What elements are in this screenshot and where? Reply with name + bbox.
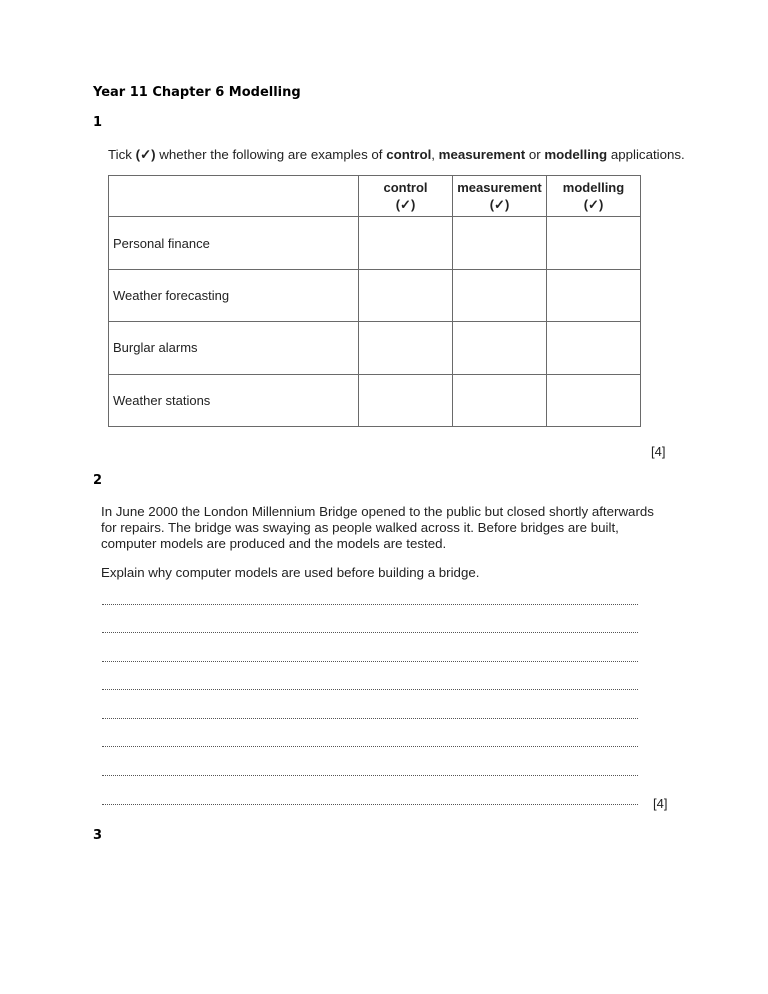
tick-cell-control[interactable]: [359, 374, 453, 426]
tick-cell-control[interactable]: [359, 217, 453, 269]
instruction-text: whether the following are examples of: [155, 147, 387, 162]
tick-cell-control[interactable]: [359, 322, 453, 374]
tick-symbol: (✓): [583, 197, 604, 213]
question-2-prompt: Explain why computer models are used before building a bridge.: [101, 565, 480, 580]
header-measurement: [453, 176, 547, 217]
header-modelling: [547, 176, 641, 217]
question-2-passage: In June 2000 the London Millennium Bridge opened to the public but closed shortly afterwards for repairs. The bridge was swaying as people walked across it. Before bridges are built, computer models are produced and the models are tested.: [101, 504, 654, 551]
header-control: [359, 176, 453, 217]
tick-cell-modelling[interactable]: [547, 374, 641, 426]
tick-cell-measurement[interactable]: [453, 374, 547, 426]
row-label: Burglar alarms: [109, 322, 359, 374]
answer-line[interactable]: [102, 804, 638, 805]
tick-cell-measurement[interactable]: [453, 322, 547, 374]
answer-line[interactable]: [102, 632, 638, 633]
tick-symbol: (✓): [489, 197, 510, 213]
instruction-text: applications.: [607, 147, 685, 162]
keyword-measurement: measurement: [438, 147, 526, 162]
question-2-number: 2: [93, 473, 103, 488]
tick-symbol: (✓): [135, 147, 156, 162]
answer-line[interactable]: [102, 604, 638, 605]
header-label: measurement: [457, 180, 542, 196]
answer-line[interactable]: [102, 775, 638, 776]
instruction-text: or: [525, 147, 545, 162]
tick-cell-modelling[interactable]: [547, 217, 641, 269]
tick-symbol: (✓): [395, 197, 416, 213]
page-title: Year 11 Chapter 6 Modelling: [93, 85, 301, 100]
question-1-marks: [4]: [651, 444, 666, 459]
header-blank-cell: [109, 176, 359, 217]
answer-line[interactable]: [102, 746, 638, 747]
keyword-modelling: modelling: [544, 147, 608, 162]
keyword-control: control: [386, 147, 432, 162]
header-label: control: [383, 180, 428, 196]
instruction-text: Tick: [108, 147, 132, 162]
instruction-text: ,: [431, 147, 439, 162]
table-header-row: [109, 176, 641, 217]
question-3-number: 3: [93, 828, 103, 843]
answer-line[interactable]: [102, 718, 638, 719]
row-label: Weather forecasting: [109, 269, 359, 321]
tick-cell-measurement[interactable]: [453, 217, 547, 269]
answer-line[interactable]: [102, 661, 638, 662]
question-1-number: 1: [93, 115, 103, 130]
tick-cell-modelling[interactable]: [547, 322, 641, 374]
answer-line[interactable]: [102, 689, 638, 690]
tick-cell-modelling[interactable]: [547, 269, 641, 321]
table-row: [109, 269, 641, 321]
table-row: [109, 374, 641, 426]
question-1-instruction: [108, 147, 685, 163]
header-label: modelling: [562, 180, 625, 196]
table-row: [109, 217, 641, 269]
tick-cell-measurement[interactable]: [453, 269, 547, 321]
question-2-marks: [4]: [653, 796, 668, 811]
tick-cell-control[interactable]: [359, 269, 453, 321]
tick-table: [108, 175, 641, 427]
row-label: Weather stations: [109, 374, 359, 426]
table-row: [109, 322, 641, 374]
row-label: Personal finance: [109, 217, 359, 269]
